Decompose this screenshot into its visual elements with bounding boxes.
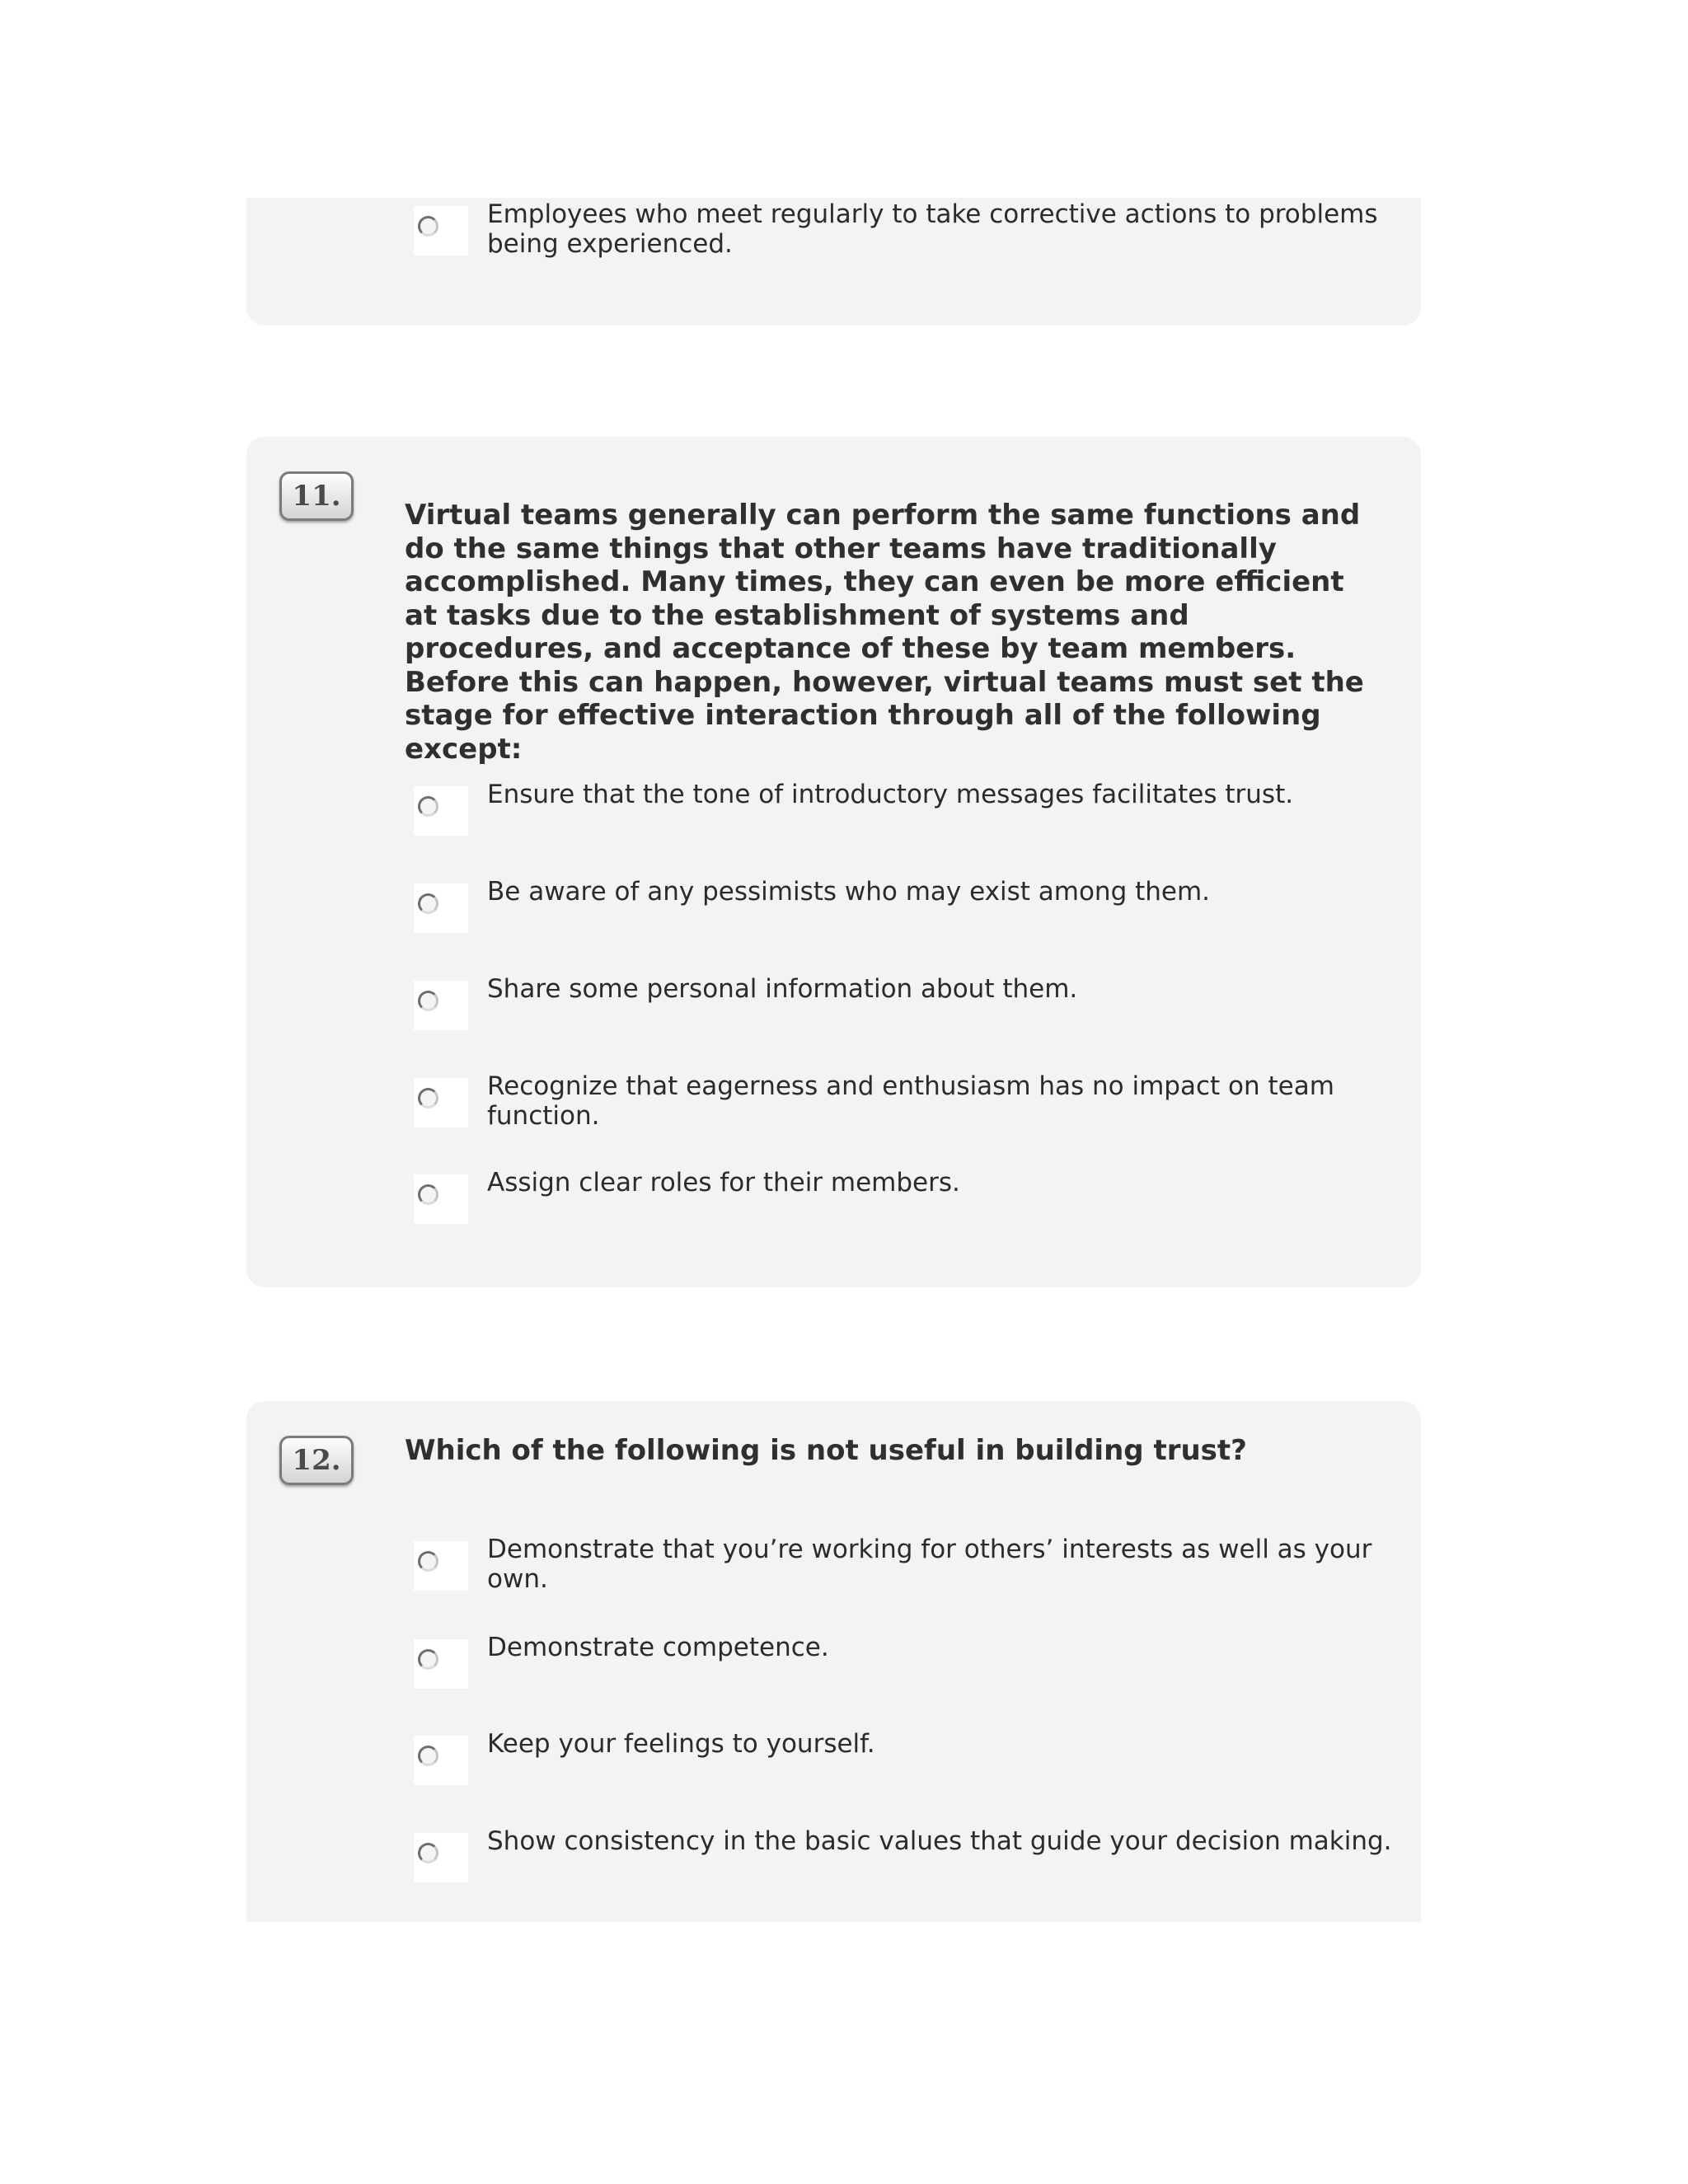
radio-box[interactable] (414, 1833, 468, 1882)
answer-label: Ensure that the tone of introductory messages facilitates trust. (487, 780, 1294, 809)
answer-label: Demonstrate competence. (487, 1633, 829, 1662)
answer-label: Recognize that eagerness and enthusiasm has no impact on team function. (487, 1071, 1334, 1131)
radio-button-icon[interactable] (418, 796, 438, 817)
radio-box[interactable] (414, 883, 468, 933)
radio-button-icon[interactable] (418, 1843, 438, 1863)
question-11-card (246, 437, 1421, 1287)
radio-box[interactable] (414, 981, 468, 1030)
answer-label: Keep your feelings to yourself. (487, 1729, 875, 1759)
question-text: Virtual teams generally can perform the same functions and do the same things that other teams have traditionally accomplished. Many times, they can even be more efficient at tasks due to the establishment of systems and procedures, and acceptance of these by team members. Before this can happen, however, virtual teams must set the stage for effective interaction through all of the following except: (405, 499, 1364, 766)
radio-button-icon[interactable] (418, 1088, 438, 1108)
radio-box[interactable] (414, 206, 468, 255)
answer-label: Demonstrate that you’re working for others’ interests as well as your own. (487, 1535, 1372, 1594)
radio-box[interactable] (414, 1639, 468, 1689)
question-text: Which of the following is not useful in building trust? (405, 1434, 1247, 1467)
answer-label: Share some personal information about them. (487, 974, 1078, 1004)
radio-button-icon[interactable] (418, 1551, 438, 1572)
radio-box[interactable] (414, 1078, 468, 1127)
radio-box[interactable] (414, 1174, 468, 1224)
answer-label: Show consistency in the basic values that guide your decision making. (487, 1826, 1392, 1856)
question-number-badge: 11. (279, 471, 354, 521)
radio-box[interactable] (414, 1736, 468, 1785)
radio-button-icon[interactable] (418, 1649, 438, 1670)
radio-box[interactable] (414, 1541, 468, 1591)
answer-label: Assign clear roles for their members. (487, 1168, 960, 1197)
previous-question-card (246, 198, 1421, 326)
answer-label: Be aware of any pessimists who may exist among them. (487, 877, 1211, 907)
radio-button-icon[interactable] (418, 893, 438, 914)
radio-button-icon[interactable] (418, 1746, 438, 1766)
radio-button-icon[interactable] (418, 216, 438, 237)
radio-button-icon[interactable] (418, 991, 438, 1011)
question-12-card (246, 1401, 1421, 1922)
answer-label: Employees who meet regularly to take corrective actions to problems being experienced. (487, 199, 1378, 259)
question-number-badge: 12. (279, 1436, 354, 1485)
radio-button-icon[interactable] (418, 1184, 438, 1205)
radio-box[interactable] (414, 786, 468, 836)
